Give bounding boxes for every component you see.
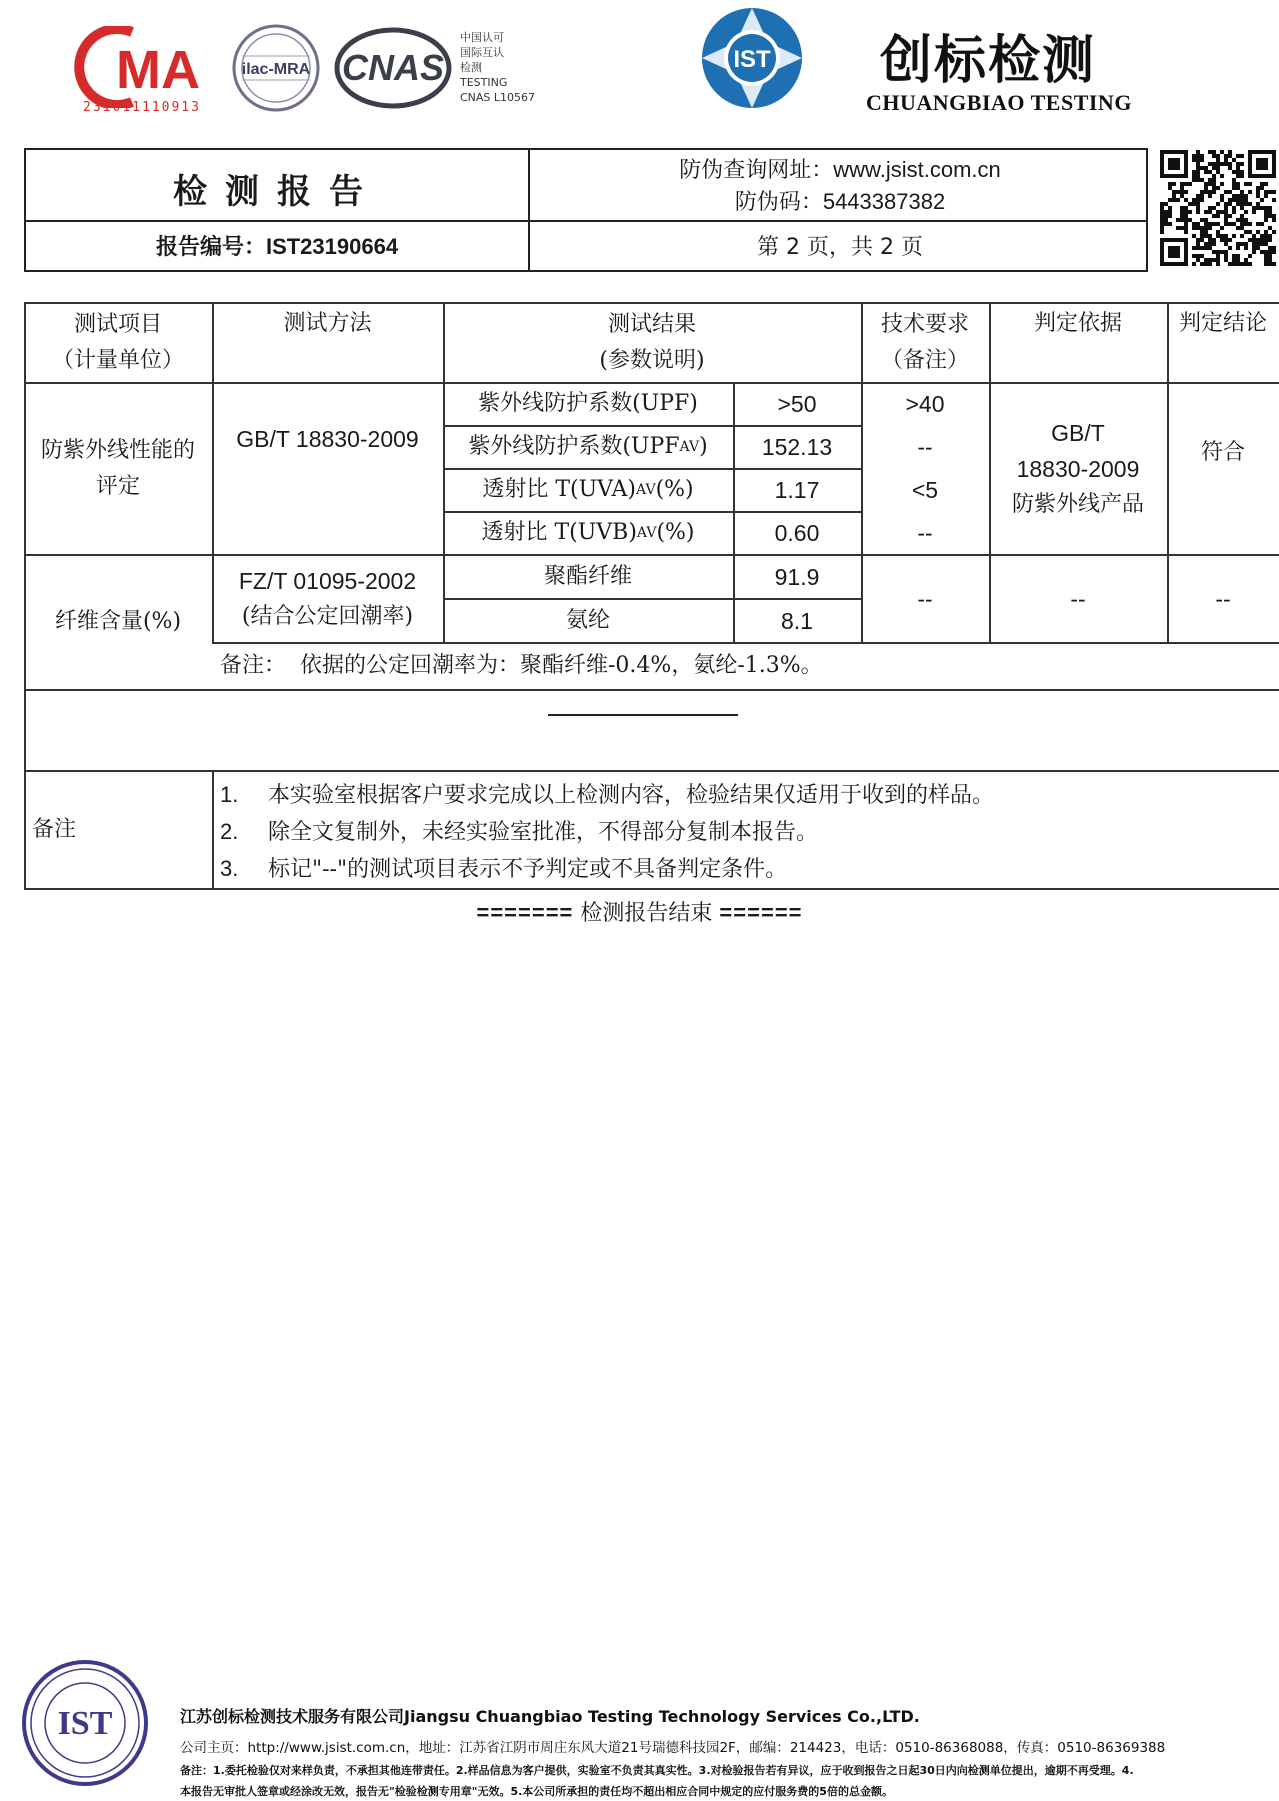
remark-number: 2. <box>220 819 239 844</box>
uv-param-tail: (%) <box>655 477 694 502</box>
uv-param-subscript: AV <box>636 525 657 541</box>
cnas-note-line: TESTING <box>460 76 508 89</box>
uv-basis-line: 18830-2009 <box>1016 455 1140 482</box>
col-header-item <box>24 304 212 382</box>
verify-code: 5443387382 <box>822 189 946 214</box>
uv-basis <box>989 383 1167 554</box>
uv-value: 1.17 <box>774 477 820 503</box>
page-total: 2 <box>880 235 894 260</box>
fiber-method-line: FZ/T 01095-2002 <box>238 567 417 594</box>
uv-param-text: 透射比 T(UVB) <box>481 520 637 545</box>
fiber-param: 聚酯纤维 <box>543 563 632 589</box>
uv-value: >50 <box>777 391 817 417</box>
cnas-note-line: 国际互认 <box>460 46 504 59</box>
qr-code[interactable] <box>1160 150 1276 266</box>
fiber-basis: -- <box>1070 585 1086 612</box>
uv-basis-line: GB/T <box>1051 419 1105 446</box>
uv-param-text: 透射比 T(UVA) <box>482 477 637 502</box>
col-header-requirement-line: 技术要求 <box>880 312 969 337</box>
ilac-mra-text: ilac-MRA <box>241 61 311 78</box>
page-info <box>530 230 1150 261</box>
remarks-list <box>220 777 1270 888</box>
page-info-mid: 页，共 <box>806 235 873 260</box>
uv-method: GB/T 18830-2009 <box>236 426 419 452</box>
fiber-method <box>212 555 443 642</box>
col-header-requirement <box>861 304 989 382</box>
ist-logo-text: IST <box>733 46 771 73</box>
cnas-logo-text: CNAS <box>341 47 445 88</box>
uv-item-line: 评定 <box>95 473 140 499</box>
report-number <box>26 230 528 261</box>
remark-number: 3. <box>220 856 239 881</box>
uv-requirement: -- <box>917 520 933 546</box>
remarks-label: 备注 <box>32 816 77 842</box>
uv-param <box>443 469 733 511</box>
cnas-note-line: CNAS L10567 <box>460 91 536 104</box>
cnas-note-line: 检测 <box>460 61 482 74</box>
verify-code-label: 防伪码： <box>734 190 823 215</box>
uv-item <box>24 383 212 554</box>
uv-value: 152.13 <box>761 434 833 460</box>
cma-logo-text: MA <box>116 40 200 100</box>
col-header-requirement-line: （备注） <box>880 348 969 373</box>
fiber-value: 91.9 <box>774 563 820 590</box>
fiber-param: 氨纶 <box>565 607 610 633</box>
end-marker-left: ======= <box>476 900 574 925</box>
report-number-label: 报告编号： <box>155 235 266 260</box>
fiber-item: 纤维含量(%) <box>54 609 182 634</box>
brand-name-cn: 创标检测 <box>880 30 1097 91</box>
verify-url-link[interactable]: www.jsist.com.cn <box>833 157 1001 182</box>
footer-disclaimer-line: 本报告无审批人签章或经涂改无效，报告无"检验检测专用章"无效。5.本公司所承担的责任均不超出相应合同中规定的应付服务费的5倍的总金额。 <box>180 1785 893 1798</box>
page-current: 2 <box>785 235 800 260</box>
divider <box>26 220 1146 222</box>
verify-url-label: 防伪查询网址： <box>679 158 834 183</box>
uv-param-subscript: AV <box>679 439 700 455</box>
cma-number: 231011110913 <box>83 100 201 115</box>
uv-basis-line: 防紫外线产品 <box>1011 491 1144 517</box>
uv-conclusion: 符合 <box>1200 440 1245 465</box>
col-header-item-line: 测试项目 <box>73 312 162 337</box>
remark-item <box>220 814 1270 851</box>
remark-item <box>220 851 1270 888</box>
uv-param-text: 紫外线防护系数(UPF) <box>478 391 698 416</box>
brand-name-en: CHUANGBIAO TESTING <box>866 90 1132 115</box>
end-marker-right: ====== <box>719 900 803 925</box>
page-info-post: 页 <box>901 235 924 260</box>
col-header-basis: 判定依据 <box>1033 311 1122 336</box>
footer-company: 江苏创标检测技术服务有限公司Jiangsu Chuangbiao Testing Technology Services Co.,LTD. <box>180 1707 920 1726</box>
remark-number: 1. <box>220 782 239 807</box>
verify-code-line <box>530 186 1150 218</box>
col-header-result <box>443 304 861 382</box>
cnas-accreditation-note <box>460 30 535 105</box>
fiber-conclusion: -- <box>1215 585 1231 612</box>
report-title: 检测报告 <box>173 172 381 212</box>
fiber-moisture-note: 备注： 依据的公定回潮率为：聚酯纤维-0.4%，氨纶-1.3%。 <box>220 653 823 678</box>
col-header-result-line: (参数说明) <box>599 348 705 373</box>
page-info-pre: 第 <box>756 235 779 260</box>
remark-text: 标记"--"的测试项目表示不予判定或不具备判定条件。 <box>268 857 788 882</box>
cma-logo <box>72 26 212 108</box>
remark-text: 本实验室根据客户要求完成以上检测内容，检验结果仅适用于收到的样品。 <box>268 783 995 808</box>
fiber-method-line: (结合公定回潮率) <box>241 603 414 629</box>
col-header-conclusion: 判定结论 <box>1178 311 1267 336</box>
remark-text: 除全文复制外，未经实验室批准，不得部分复制本报告。 <box>268 820 819 845</box>
uv-item-line: 防紫外线性能的 <box>40 437 195 463</box>
results-table <box>24 302 1279 890</box>
fiber-requirement: -- <box>917 585 933 612</box>
ist-logo <box>694 4 810 112</box>
remark-item <box>220 777 1270 814</box>
uv-param <box>443 426 733 468</box>
uv-param-subscript: AV <box>636 482 656 498</box>
uv-requirement: >40 <box>905 391 945 417</box>
end-marker-text: 检测报告结束 <box>580 901 713 926</box>
uv-value: 0.60 <box>774 520 820 546</box>
col-header-method: 测试方法 <box>283 311 372 336</box>
ilac-mra-logo <box>230 22 322 114</box>
fiber-value: 8.1 <box>781 607 813 634</box>
uv-param <box>443 383 733 425</box>
footer-contact: 公司主页：http://www.jsist.com.cn，地址：江苏省江阴市周庄东风大道21号瑞德科技园2F，邮编：214423，电话：0510-86368088，传真：0510-86369388 <box>180 1740 1166 1756</box>
company-seal <box>20 1658 150 1788</box>
verify-url-line <box>530 154 1150 186</box>
footer-disclaimer-line: 备注：1.委托检验仅对来样负责，不承担其他连带责任。2.样品信息为客户提供，实验室不负责其真实性。3.对检验报告若有异议，应于收到报告之日起30日内向检测单位提出，逾期不再受理。4. <box>180 1764 1134 1777</box>
uv-param <box>443 512 733 554</box>
col-header-result-line: 测试结果 <box>607 312 696 337</box>
uv-requirement: <5 <box>911 477 939 503</box>
report-header-box <box>24 148 1148 272</box>
uv-requirement: -- <box>917 434 933 460</box>
uv-param-text: 紫外线防护系数(UPF <box>468 434 680 459</box>
cnas-logo <box>334 26 452 110</box>
uv-param-tail: ) <box>699 434 708 459</box>
col-header-item-line: （计量单位） <box>51 348 184 373</box>
report-number-value: IST23190664 <box>265 234 399 259</box>
seal-text: IST <box>57 1705 113 1742</box>
uv-param-tail: (%) <box>656 520 695 545</box>
anti-counterfeit-info <box>530 154 1150 218</box>
cnas-note-line: 中国认可 <box>460 31 504 44</box>
report-end-marker <box>0 896 1279 927</box>
